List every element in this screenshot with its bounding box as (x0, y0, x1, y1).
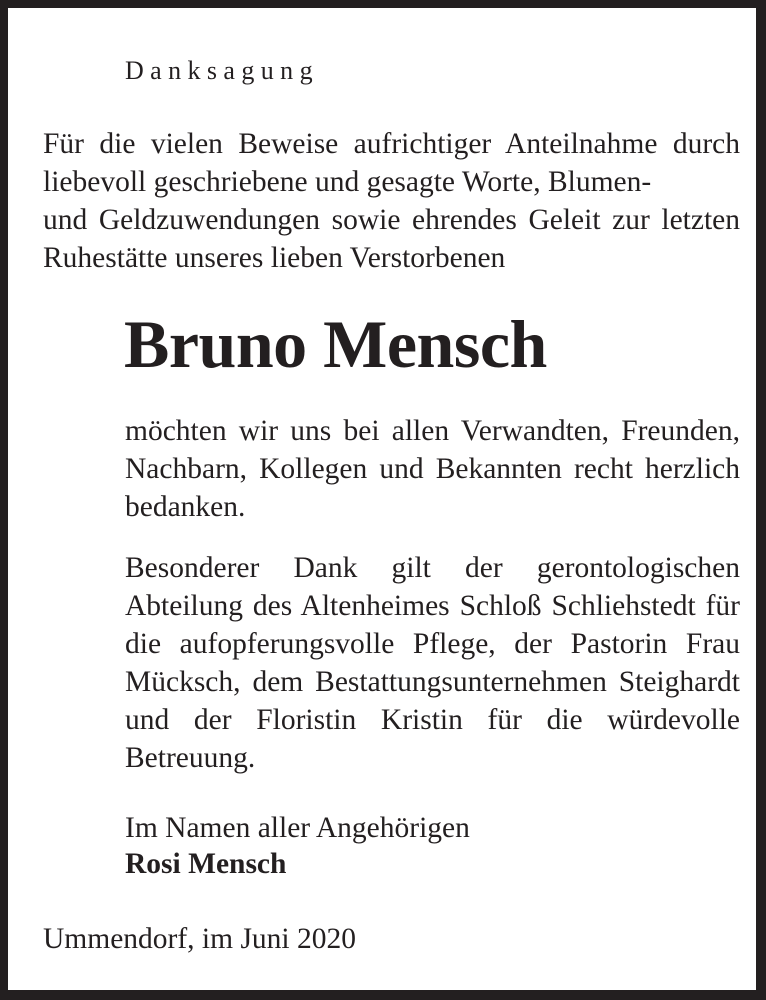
special-thanks-paragraph: Besonderer Dank gilt der gerontologischen Abteilung des Altenheimes Schloß Schliehstedt für die aufopferungsvolle Pflege, der Pastorin Frau Mücksch, dem Bestattungsunternehmen Steighardt und der Floristin Kristin für die würdevolle Betreuung. (125, 552, 740, 774)
notice-heading: Danksagung (125, 56, 319, 85)
signature-name: Rosi Mensch (125, 848, 287, 880)
signature-line: Im Namen aller Angehörigen (125, 812, 470, 844)
thanks-paragraph: möchten wir uns bei allen Verwandten, Freunden, Nachbarn, Kollegen und Bekannten recht herzlich bedanken. (125, 415, 740, 523)
place-date: Ummendorf, im Juni 2020 (43, 923, 357, 955)
deceased-name: Bruno Mensch (124, 306, 547, 382)
intro-paragraph: Für die vielen Beweise aufrichtiger Anteilnahme durch liebevoll geschriebene und gesagte Worte, Blumen- und Geldzuwendungen sowie ehrendes Geleit zur letzten Ruhestätte unseres lieben Verstorbenen (43, 128, 740, 274)
